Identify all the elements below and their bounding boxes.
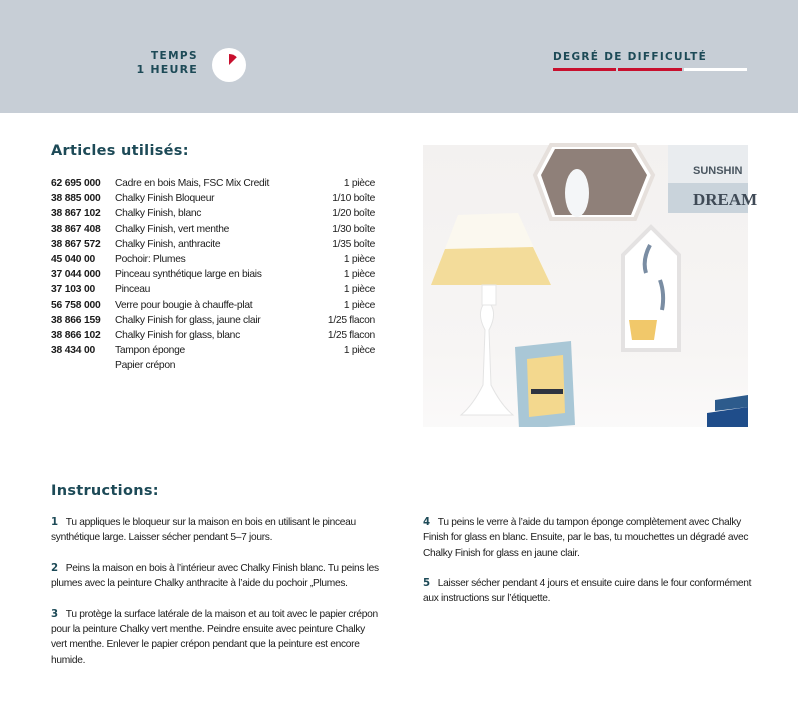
difficulty-segment <box>618 68 681 71</box>
article-row <box>51 252 375 267</box>
article-code: 45 040 00 <box>51 253 96 265</box>
article-name: Chalky Finish, anthracite <box>115 238 221 250</box>
instructions-column-left <box>51 515 381 683</box>
article-qty: 1 pièce <box>343 299 375 311</box>
step-text: Laisser sécher pendant 4 jours et ensuite cuire dans le four conformément aux instructions sur l’étiquette. <box>423 578 752 605</box>
article-code: 38 867 102 <box>51 208 101 220</box>
article-name: Tampon éponge <box>115 345 185 357</box>
article-code: 37 044 000 <box>51 269 101 281</box>
article-row <box>51 358 375 373</box>
article-row <box>51 328 375 343</box>
instruction-step <box>51 561 381 592</box>
instruction-step <box>423 515 753 561</box>
article-qty: 1/25 flacon <box>327 329 375 341</box>
difficulty-meter <box>553 68 747 71</box>
instruction-step <box>51 607 381 668</box>
instructions-title: Instructions: <box>51 483 159 499</box>
article-qty: 1 pièce <box>343 269 375 281</box>
instruction-step <box>51 515 381 546</box>
article-qty: 1/20 boîte <box>332 208 375 220</box>
article-qty: 1/35 boîte <box>332 238 375 250</box>
article-row <box>51 222 375 237</box>
difficulty-segment <box>553 68 616 71</box>
article-row <box>51 237 375 252</box>
article-name: Pochoir: Plumes <box>115 253 186 265</box>
hexagon-shelf-back <box>541 149 647 215</box>
article-qty: 1 pièce <box>343 284 375 296</box>
article-code: 38 867 572 <box>51 238 101 250</box>
step-number: 2 <box>51 562 58 574</box>
difficulty-segment <box>684 68 747 71</box>
lamp-base <box>461 305 513 415</box>
step-text: Tu peins le verre à l’aide du tampon éponge complètement avec Chalky Finish for glass en blanc. Ensuite, par le bas, tu mouchettes un dégradé avec Chalky Finish for glass en jaune clair. <box>423 517 749 559</box>
step-number: 5 <box>423 578 430 590</box>
article-qty: 1/25 flacon <box>327 314 375 326</box>
sign-text-1: SUNSHIN <box>693 165 743 177</box>
photo-illustration <box>423 145 758 437</box>
article-qty <box>295 358 375 373</box>
header-band <box>0 0 798 113</box>
step-text: Tu protège la surface latérale de la maison et au toit avec le papier crépon pour la peinture Chalky vert menthe. Peindre ensuite avec peinture Chalky vert menthe. Enlever le papier crépon pendant que la peinture est encore humide. <box>51 608 378 666</box>
article-name: Chalky Finish Bloqueur <box>115 193 215 205</box>
article-name: Pinceau synthétique large en biais <box>115 269 262 281</box>
article-code: 38 434 00 <box>51 345 96 357</box>
article-code: 38 867 408 <box>51 223 101 235</box>
clock-icon <box>212 48 246 82</box>
article-code <box>51 358 115 373</box>
article-name: Verre pour bougie à chauffe-plat <box>115 299 253 311</box>
time-label: TEMPS <box>150 50 198 62</box>
article-code: 56 758 000 <box>51 299 101 311</box>
step-number: 1 <box>51 517 58 528</box>
article-name: Chalky Finish for glass, blanc <box>115 329 240 341</box>
article-code: 37 103 00 <box>51 284 96 296</box>
articles-title: Articles utilisés: <box>51 143 189 159</box>
article-name: Chalky Finish, vert menthe <box>115 223 230 235</box>
difficulty-label: DEGRÉ DE DIFFICULTÉ <box>553 51 708 63</box>
instructions-column-right <box>423 515 753 622</box>
article-code: 38 866 102 <box>51 329 101 341</box>
article-code: 38 885 000 <box>51 193 101 205</box>
article-code: 38 866 159 <box>51 314 101 326</box>
time-value: 1 HEURE <box>136 63 198 76</box>
instruction-step <box>423 576 753 607</box>
step-number: 4 <box>423 517 430 528</box>
sign-text-2: DREAM <box>693 190 758 209</box>
table-top <box>423 427 748 437</box>
article-name: Cadre en bois Mais, FSC Mix Credit <box>115 178 270 189</box>
article-row <box>51 313 375 328</box>
article-qty: 1/10 boîte <box>332 193 375 205</box>
article-qty: 1 pièce <box>343 345 375 357</box>
article-name: Papier crépon <box>115 360 176 372</box>
article-row <box>51 176 375 191</box>
article-row <box>51 267 375 282</box>
article-row <box>51 206 375 221</box>
article-row <box>51 191 375 206</box>
candle-glass <box>629 320 657 340</box>
article-qty: 1 pièce <box>343 178 375 189</box>
vase <box>565 169 589 217</box>
article-row <box>51 298 375 313</box>
article-name: Pinceau <box>115 284 151 296</box>
difficulty-block <box>553 51 747 71</box>
articles-list <box>51 176 375 373</box>
time-block <box>100 50 198 77</box>
product-photo <box>423 145 758 437</box>
step-number: 3 <box>51 608 58 620</box>
lamp-shade-yellow <box>431 247 551 285</box>
article-row <box>51 343 375 358</box>
step-text: Peins la maison en bois à l’intérieur avec Chalky Finish blanc. Tu peins les plumes avec la peinture Chalky anthracite à l’aide du pochoir „Plumes. <box>51 562 379 590</box>
step-text: Tu appliques le bloqueur sur la maison en bois en utilisant le pinceau synthétique large. Laisser sécher pendant 5–7 jours. <box>51 517 356 544</box>
article-qty: 1 pièce <box>343 253 375 265</box>
article-name: Chalky Finish, blanc <box>115 208 202 220</box>
article-row <box>51 282 375 297</box>
article-qty: 1/30 boîte <box>332 223 375 235</box>
article-name: Chalky Finish for glass, jaune clair <box>115 314 261 326</box>
article-code: 62 695 000 <box>51 178 101 189</box>
